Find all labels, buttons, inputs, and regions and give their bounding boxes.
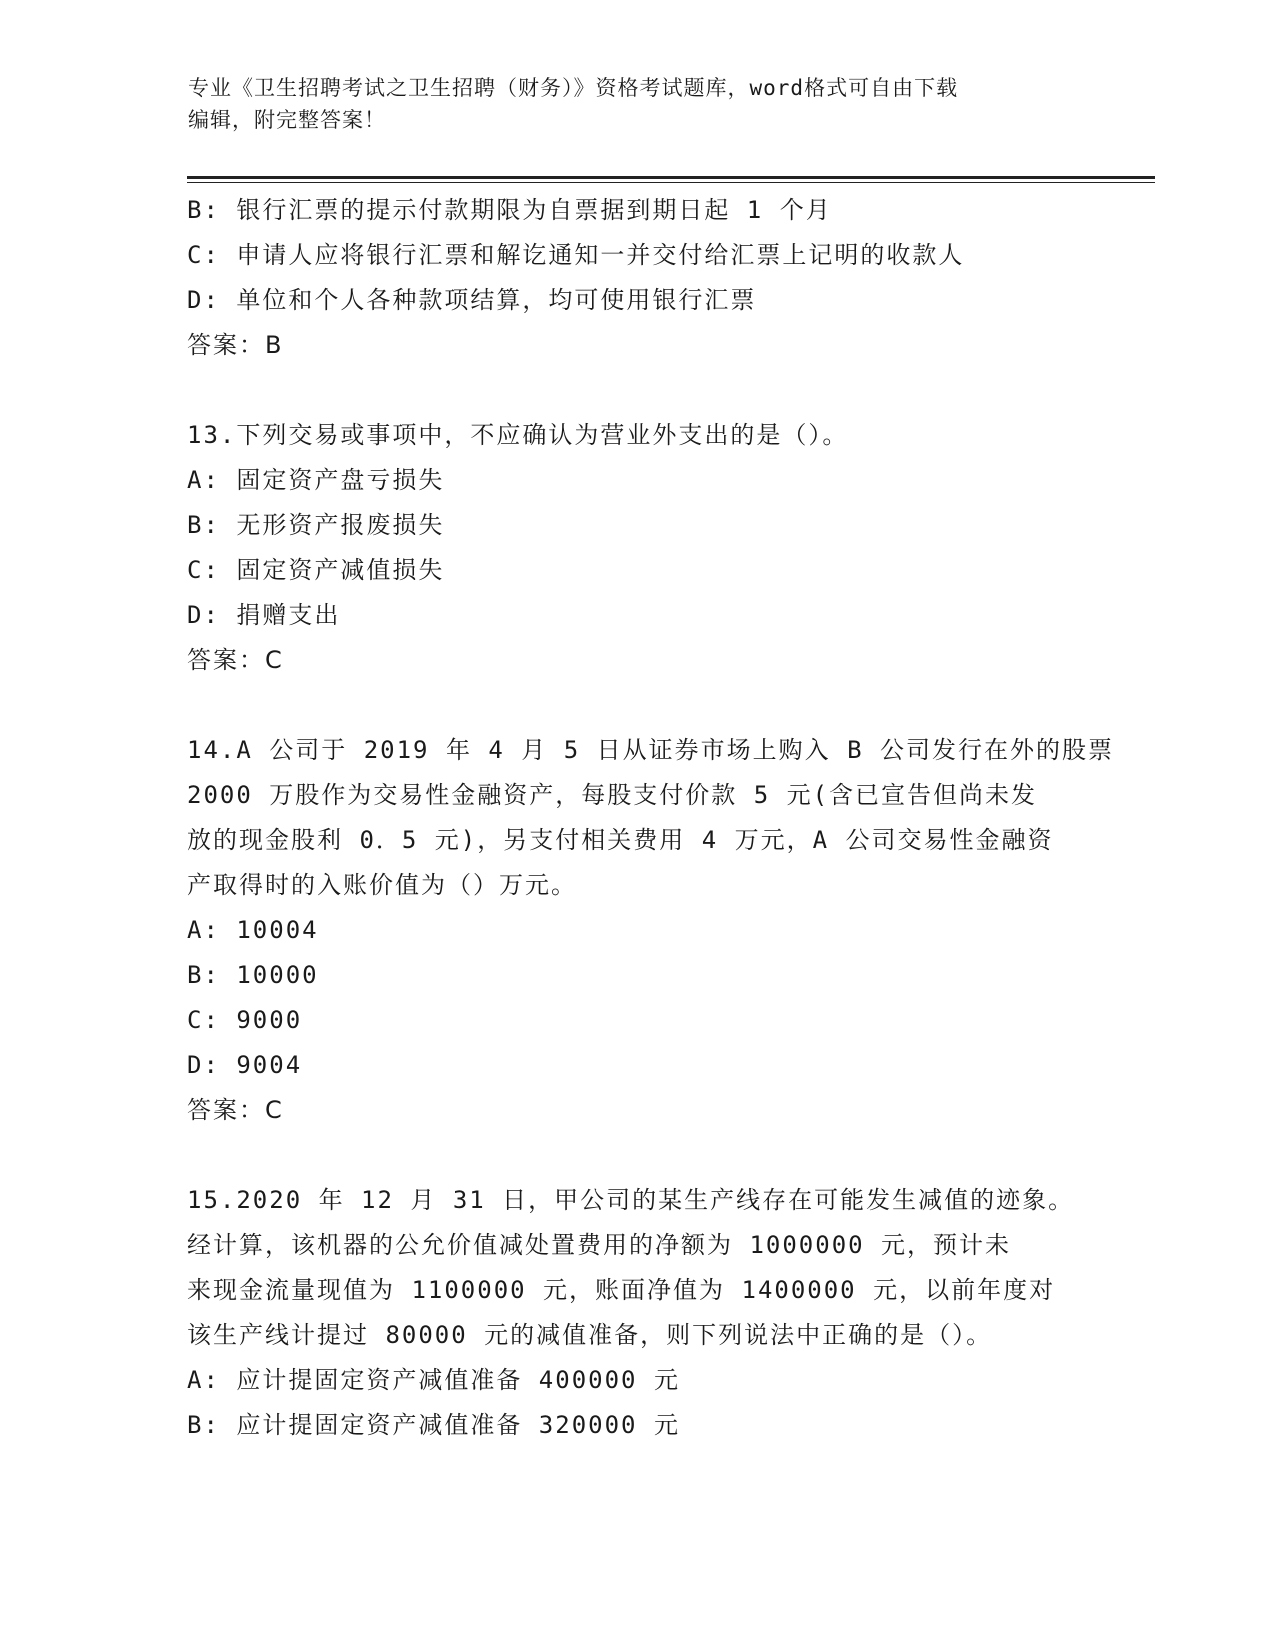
q13-option-b: B: 无形资产报废损失 xyxy=(187,511,445,539)
q14-option-c: C: 9000 xyxy=(187,1006,303,1034)
q14-stem-line-1: 14.A 公司于 2019 年 4 月 5 日从证券市场上购入 B 公司发行在外的股票 xyxy=(187,736,1114,764)
header-line-1: 专业《卫生招聘考试之卫生招聘（财务）》资格考试题库，word格式可自由下载 xyxy=(188,76,959,100)
q13-option-d: D: 捐赠支出 xyxy=(187,601,341,629)
spacer xyxy=(187,1133,1087,1178)
question-13 xyxy=(187,413,1087,683)
document-header xyxy=(188,72,1088,136)
question-12-tail xyxy=(187,188,1087,368)
spacer xyxy=(187,683,1087,728)
q14-option-b: B: 10000 xyxy=(187,961,319,989)
q12-option-d: D: 单位和个人各种款项结算，均可使用银行汇票 xyxy=(187,286,757,314)
q15-option-a: A: 应计提固定资产减值准备 400000 元 xyxy=(187,1366,680,1394)
q14-answer: 答案：C xyxy=(187,1096,284,1124)
q12-option-c: C: 申请人应将银行汇票和解讫通知一并交付给汇票上记明的收款人 xyxy=(187,241,965,269)
q12-option-b: B: 银行汇票的提示付款期限为自票据到期日起 1 个月 xyxy=(187,196,832,224)
q13-answer: 答案：C xyxy=(187,646,284,674)
q13-option-c: C: 固定资产减值损失 xyxy=(187,556,445,584)
q15-option-b: B: 应计提固定资产减值准备 320000 元 xyxy=(187,1411,680,1439)
q14-option-a: A: 10004 xyxy=(187,916,319,944)
q14-stem-line-2: 2000 万股作为交易性金融资产，每股支付价款 5 元(含已宣告但尚未发 xyxy=(187,781,1038,809)
header-line-2: 编辑，附完整答案！ xyxy=(188,108,386,132)
header-divider-thin xyxy=(187,182,1155,183)
q13-option-a: A: 固定资产盘亏损失 xyxy=(187,466,445,494)
header-divider-thick xyxy=(187,176,1155,179)
q13-stem: 13.下列交易或事项中，不应确认为营业外支出的是（）。 xyxy=(187,421,849,449)
q15-stem-line-2: 经计算，该机器的公允价值减处置费用的净额为 1000000 元，预计未 xyxy=(187,1231,1012,1259)
question-15 xyxy=(187,1178,1087,1448)
question-list xyxy=(187,188,1114,1448)
q15-stem-line-3: 来现金流量现值为 1100000 元，账面净值为 1400000 元，以前年度对 xyxy=(187,1276,1056,1304)
q15-stem-line-4: 该生产线计提过 80000 元的减值准备，则下列说法中正确的是（）。 xyxy=(187,1321,993,1349)
q15-stem-line-1: 15.2020 年 12 月 31 日，甲公司的某生产线存在可能发生减值的迹象。 xyxy=(187,1186,1075,1214)
q14-option-d: D: 9004 xyxy=(187,1051,303,1079)
q14-stem-line-4: 产取得时的入账价值为（）万元。 xyxy=(187,871,577,899)
q12-answer: 答案：B xyxy=(187,331,284,359)
question-14 xyxy=(187,728,1114,1133)
spacer xyxy=(187,368,1087,413)
q14-stem-line-3: 放的现金股利 0．5 元)，另支付相关费用 4 万元，A 公司交易性金融资 xyxy=(187,826,1054,854)
